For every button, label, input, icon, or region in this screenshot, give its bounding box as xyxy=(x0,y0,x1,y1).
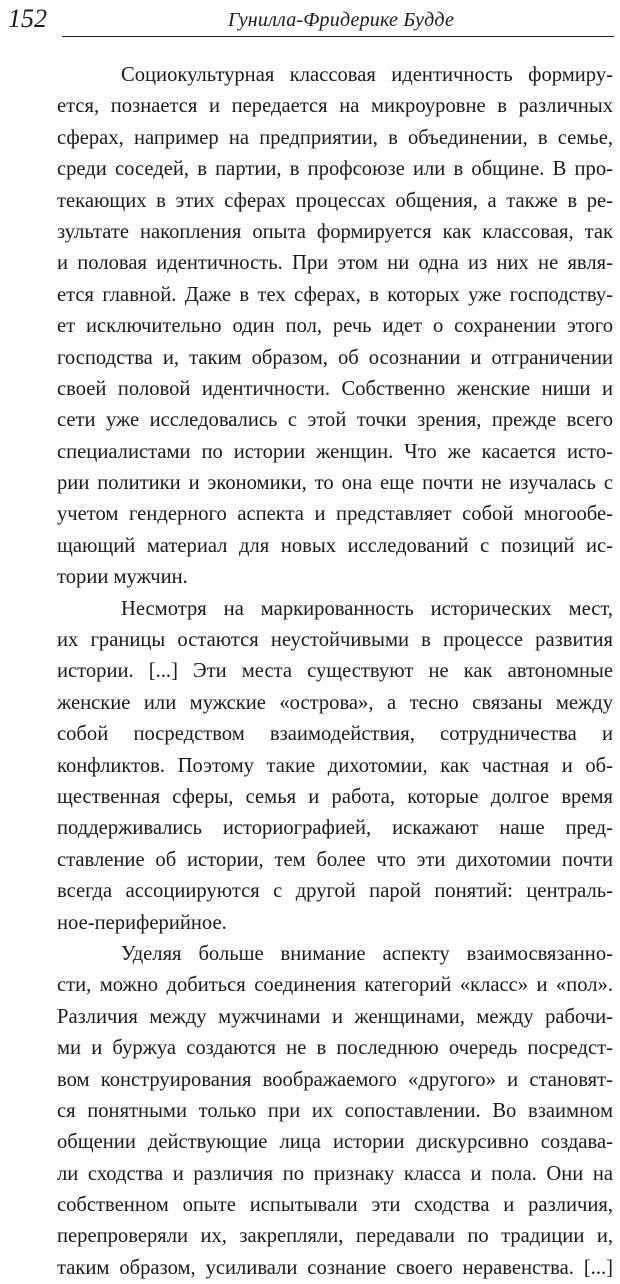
running-head: Гунилла-Фридерике Будде xyxy=(228,9,455,31)
paragraph-3 xyxy=(57,939,613,1284)
text-line: собственном опыте испытывали эти сходства и различия, xyxy=(57,1194,613,1217)
text-line: ное-периферийное. xyxy=(57,911,227,934)
text-line: их границы остаются неустойчивыми в процессе развития xyxy=(57,629,613,652)
paragraph-2 xyxy=(57,594,613,939)
page-header xyxy=(8,4,612,34)
text-line: конфликтов. Поэтому такие дихотомии, как частная и об- xyxy=(57,754,613,777)
text-line: всегда ассоциируются с другой парой понятий: централь- xyxy=(57,880,613,903)
text-line: истории. [...] Эти места существуют не как автономные xyxy=(57,660,613,683)
text-line: текающих в этих сферах процессах общения, а также в ре- xyxy=(57,189,613,212)
text-line: ется, познается и передается на микроуровне в различных xyxy=(57,95,613,118)
text-line: таким образом, усиливали сознание своего неравенства. [...] xyxy=(57,1256,613,1279)
text-line: господства и, таким образом, об осознании и отграничении xyxy=(57,346,613,369)
text-line: сти, можно добиться соединения категорий «класс» и «пол». xyxy=(57,974,613,997)
body-text xyxy=(57,60,613,1284)
text-line: ставление об истории, тем более что эти дихотомии почти xyxy=(57,848,613,871)
text-line: ли сходства и различия по признаку класса и пола. Они на xyxy=(57,1162,613,1185)
text-line: сферах, например на предприятии, в объединении, в семье, xyxy=(57,126,613,149)
text-line: щающий материал для новых исследований с позиций ис- xyxy=(57,534,613,557)
text-line: общении действующие лица истории дискурсивно создава- xyxy=(57,1131,613,1154)
text-line: и половая идентичность. При этом ни одна из них не явля- xyxy=(57,252,613,275)
text-line: ми и буржуа создаются не в последнюю очередь посредст- xyxy=(57,1037,613,1060)
text-line: среди соседей, в партии, в профсоюзе или в общине. В про- xyxy=(57,158,613,181)
header-rule xyxy=(62,36,614,37)
text-line: тории мужчин. xyxy=(57,566,188,589)
text-line: своей половой идентичности. Собственно женские ниши и xyxy=(57,377,613,400)
text-line: Несмотря на маркированность исторических мест, xyxy=(121,597,613,620)
text-line: Различия между мужчинами и женщинами, между рабочи- xyxy=(57,1005,613,1028)
text-line: щественная сферы, семья и работа, которые долгое время xyxy=(57,785,613,808)
text-line: ется главной. Даже в тех сферах, в которых уже господству- xyxy=(57,283,613,306)
text-line: специалистами по истории женщин. Что же касается исто- xyxy=(57,440,613,463)
text-line: поддерживались историографией, искажают наше пред- xyxy=(57,817,613,840)
text-line: ся понятными только при их сопоставлении. Во взаимном xyxy=(57,1099,613,1122)
paragraph-1 xyxy=(57,60,613,594)
text-line: собой посредством взаимодействия, сотрудничества и xyxy=(57,723,613,746)
text-line: Уделяя больше внимание аспекту взаимосвязанно- xyxy=(121,942,613,965)
text-line: учетом гендерного аспекта и представляет собой многообе- xyxy=(57,503,613,526)
text-line: Социокультурная классовая идентичность формиру- xyxy=(121,64,613,86)
text-line: перепроверяли их, закрепляли, передавали по традиции и, xyxy=(57,1225,613,1248)
page-number: 152 xyxy=(8,4,47,33)
text-line: рии политики и экономики, то она еще почти не изучалась с xyxy=(57,472,613,495)
text-line: сети уже исследовались с этой точки зрения, прежде всего xyxy=(57,409,613,432)
text-line: ет исключительно один пол, речь идет о сохранении этого xyxy=(57,315,613,338)
text-line: вом конструирования воображаемого «другого» и становят- xyxy=(57,1068,613,1091)
text-line: женские или мужские «острова», а тесно связаны между xyxy=(57,691,613,714)
text-line: зультате накопления опыта формируется как классовая, так xyxy=(57,220,613,243)
